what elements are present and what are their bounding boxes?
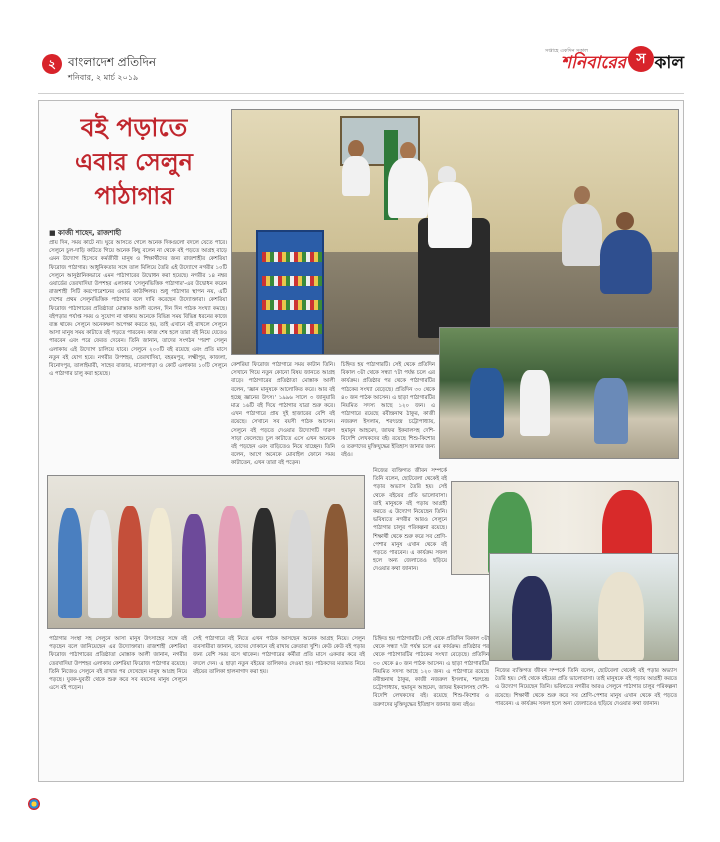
photo-person <box>182 514 206 618</box>
supplement-tagline: সপ্তাহে একদিন সকাল <box>545 48 588 54</box>
photo-person-head <box>616 212 634 230</box>
photo-book-row <box>262 252 322 262</box>
photo-person <box>520 370 550 436</box>
photo-person-body <box>600 230 652 294</box>
article-column-2: কেশরিয়া ফিরোজ পাঠাগারে সময় কাটান তিনি। সেখানে গিয়ে নতুন কোনো বিষয় জানতে আগ্রহ বাড়ে। পাঠাগারের প্রতিষ্ঠাতা মোস্তাক আলী বলেন, 'জ্ঞান মানুষকে আলোকিত করে। আর বই হচ্ছে জ্ঞানের উৎস।' ১৯৯৬ সালে ৩ জানুয়ারি মাত্র ১৬টি বই দিয়ে পাঠাগার যাত্রা শুরু করে। এখন পাঠাগারে প্রায় দুই হাজারের বেশি বই রয়েছে। সেখানে সব বয়সী পাঠক আসেন। সেলুনে বই পড়তে দেওয়ার উদ্যোগটি দারুণ সাড়া ফেলেছে। চুল কাটাতে এসে এখন অনেকে বই পড়ছেন এবং বাড়িতেও নিয়ে যাচ্ছেন। তিনি বলেন, আগে অনেকে মোবাইল ফোনে সময় কাটাতেন, এখন তারা বই পড়েন। <box>231 362 335 467</box>
photo-person-body <box>562 204 602 266</box>
page-number-badge: ২ <box>42 54 62 74</box>
supplement-logo-circle: স <box>628 46 654 72</box>
photo-person-body <box>388 158 428 218</box>
photo-person <box>598 572 644 661</box>
headline-line-1: বই পড়াতে <box>80 113 188 142</box>
photo-person-body <box>428 182 472 248</box>
article-column-3a: চিহ্নিত হয় পাঠাগারটি। সেই থেকে প্রতিদিন বিকাল ৩টা থেকে সন্ধ্যা ৭টা পর্যন্ত চলে এর কার্যক্রম। প্রতিষ্ঠার পর থেকে পাঠাগারটির পাঠকের সংখ্যা বেড়েছে। প্রতিদিন ৩০ থেকে ৪০ জন পাঠক আসেন। এ ছাড়া পাঠাগারটির নিয়মিত সদস্য আছে ১২০ জন। এ পাঠাগারে রয়েছে রবীন্দ্রনাথ ঠাকুর, কাজী নজরুল ইসলাম, শরৎচন্দ্র চট্টোপাধ্যায়, হুমায়ূন আহমেদ, জাফর ইকবালসহ দেশি-বিদেশি লেখকদের বই। রয়েছে শিশু-কিশোর ও তরুণদের মুক্তিযুদ্ধের ইতিহাস জানার জন্য বইও। <box>341 362 435 459</box>
article-column-1: প্রায় দিন, সময় কাটে না। ঘুরে আসতে গেলে অনেক দিকগুলো বদলে যেতে পারে। সেলুনে চুল-দাড়ি কাটতে গিয়ে অনেক কিছু বলেন না থেকে বই পড়তে আগ্রহ বাড়ে এমন উদ্যোগ হিসেবে কর্মজীবী মানুষ ও শিক্ষার্থীদের জন্য রাজশাহীর কেশরিয়া ফিরোজ পাঠাগার। আধুনিকতার সঙ্গে তাল মিলিয়ে তৈরি এই উদ্যোগে নগরীর ১০টি সেলুনে আনুষ্ঠানিকভাবে এমন পাঠাগারের উদ্বোধন করা হয়েছে। নগরীর ১৪ নম্বর ওয়ার্ডের তেরখাদিয়া উপশহর এলাকার 'সেলুনভিত্তিক পাঠাগার'-এর উদ্বোধন করেন রাজশাহী সিটি করপোরেশনের ওয়ার্ড কাউন্সিলর। শুধু পাঠাগার স্থাপন নয়, এটি দেশের প্রথম সেলুনভিত্তিক পাঠাগার বলে দাবি করেছেন উদ্যোক্তারা। কেশরিয়া ফিরোজ পাঠাগারের প্রতিষ্ঠাতা মোস্তাক আলী বলেন, দিন দিন পাঠক সংখ্যা কমছে। বইপড়ার পর্যাপ্ত সময় ও সুযোগ না থাকায় অনেকে বিভিন্ন সময় বিভিন্ন ধরনের কাজে ব্যস্ত থাকে। সেলুনে অনেকক্ষণ অপেক্ষা করতে হয়, তাই এখানে বই রাখলে সেলুনে আসা মানুষ সময় কাটাতে বই পড়তে পারবেন। কাজ শেষ হলে তারা বই নিয়ে যেতেও পারবেন এবং পরে ফেরত দেবেন। তিনি জানান, তাদের সংগঠন 'পরশ' সেলুন এলাকায় এই উদ্যোগ চালিয়ে যাবে। সেলুনে ২০০টি বই রয়েছে এবং প্রতি মাসে নতুন বই যোগ হবে। নগরীর উপশহর, তেরখাদিয়া, বহরমপুর, লক্ষ্মীপুর, কাজলা, বিনোদপুর, তালাইমারী, সাহেব বাজার, মালোপাড়া ও কোর্ট এলাকার ১০টি সেলুনে এ পাঠাগার চালু করা হয়েছে। <box>49 240 227 378</box>
photo-person <box>58 508 82 618</box>
photo-person <box>118 506 142 618</box>
article-column-3b: নিজের ব্যক্তিগত জীবন সম্পর্কে তিনি বলেন, ছোটবেলা থেকেই বই পড়ার অভ্যাস তৈরি হয়। সেই থেকে বইয়ের প্রতি ভালোবাসা। তাই মানুষকে বই পড়ায় আগ্রহী করতে এ উদ্যোগ নিয়েছেন তিনি। ভবিষ্যতে নগরীর আরও সেলুনে পাঠাগার চালুর পরিকল্পনা রয়েছে। শিক্ষার্থী থেকে শুরু করে সব শ্রেণি-পেশার মানুষ এখান থেকে বই পড়তে পারবেন। এ কার্যক্রম সফল হলে অন্য জেলাতেও ছড়িয়ে দেওয়ার কথা জানান। <box>373 468 447 573</box>
supplement-logo-right: কাল <box>654 53 684 73</box>
photo-person <box>470 368 504 438</box>
photo-person <box>252 508 276 618</box>
article-column-6: চিহ্নিত হয় পাঠাগারটি। সেই থেকে প্রতিদিন বিকাল ৩টা থেকে সন্ধ্যা ৭টা পর্যন্ত চলে এর কার্যক্রম। প্রতিষ্ঠার পর থেকে পাঠাগারটির পাঠকের সংখ্যা বেড়েছে। প্রতিদিন ৩০ থেকে ৪০ জন পাঠক আসেন। এ ছাড়া পাঠাগারটির নিয়মিত সদস্য আছে ১২০ জন। এ পাঠাগারে রয়েছে রবীন্দ্রনাথ ঠাকুর, কাজী নজরুল ইসলাম, শরৎচন্দ্র চট্টোপাধ্যায়, হুমায়ূন আহমেদ, জাফর ইকবালসহ দেশি-বিদেশি লেখকদের বই। রয়েছে শিশু-কিশোর ও তরুণদের মুক্তিযুদ্ধের ইতিহাস জানার জন্য বইও। <box>373 636 489 708</box>
photo-book-row <box>262 276 322 286</box>
publication-date: শনিবার, ২ মার্চ ২০১৯ <box>68 73 139 82</box>
photo-person-head <box>574 186 590 204</box>
byline: ■ কাজী শাহেদ, রাজশাহী <box>49 229 122 237</box>
photo-inauguration-group[interactable] <box>47 475 365 629</box>
photo-person <box>324 504 348 618</box>
photo-person-body <box>342 156 370 196</box>
publication-name: বাংলাদেশ প্রতিদিন <box>68 55 157 69</box>
photo-person <box>594 378 628 444</box>
article-column-5: সেই পাঠাগারে বই নিতে এখন পাঠক আসছেন অনেক আগ্রহ নিয়ে। সেলুন ব্যবসায়ীরা জানান, তাদের দোকানে বই রাখায় ক্রেতারা খুশি। কেউ কেউ বই পড়ার জন্য বেশি সময় বসে থাকেন। পাঠাগারের কর্মীরা প্রতি মাসে একবার করে বই বদলে দেন। এ ছাড়া নতুন বইয়ের তালিকাও দেওয়া হয়। পাঠকদের মতামত নিয়ে বইয়ের তালিকা হালনাগাদ করা হয়। <box>193 636 365 675</box>
photo-salon-library[interactable] <box>231 109 679 355</box>
article <box>38 100 684 782</box>
photo-book-gift[interactable] <box>489 553 679 661</box>
photo-person <box>512 576 552 661</box>
article-column-7: নিজের ব্যক্তিগত জীবন সম্পর্কে তিনি বলেন, ছোটবেলা থেকেই বই পড়ার অভ্যাস তৈরি হয়। সেই থেকে বইয়ের প্রতি ভালোবাসা। তাই মানুষকে বই পড়ায় আগ্রহী করতে এ উদ্যোগ নিয়েছেন তিনি। ভবিষ্যতে নগরীর আরও সেলুনে পাঠাগার চালুর পরিকল্পনা রয়েছে। শিক্ষার্থী থেকে শুরু করে সব শ্রেণি-পেশার মানুষ এখান থেকে বই পড়তে পারবেন। এ কার্যক্রম সফল হলে অন্য জেলাতেও ছড়িয়ে দেওয়ার কথা জানান। <box>495 668 677 707</box>
photo-person-head <box>438 166 456 182</box>
photo-person <box>218 506 242 618</box>
supplement-logo-left: শনিবারের <box>561 53 626 73</box>
page-header <box>38 44 684 94</box>
photo-person <box>148 508 172 618</box>
photo-book-row <box>262 300 322 310</box>
photo-bookshelf <box>256 230 324 355</box>
headline-line-3: পাঠাগার <box>94 181 174 210</box>
share-icon[interactable] <box>28 798 40 810</box>
photo-book-row <box>262 324 322 334</box>
article-column-4: পাঠাগার সংস্থা সহ সেলুনে আসা মানুষ উৎসাহের সঙ্গে বই পড়ছেন বলে জানিয়েছেন এর উদ্যোক্তারা। রাজশাহী কেশরিয়া ফিরোজ পাঠাগারের প্রতিষ্ঠাতা মোস্তাক আলী জানান, নগরীর তেরখাদিয়া উপশহর এলাকায় কেশরিয়া ফিরোজ পাঠাগার রয়েছে। তিনি নিজেও সেলুনে বই রাখার পর দেখেছেন মানুষ আগ্রহ নিয়ে পড়ছে। যুবক-যুবতী থেকে শুরু করে সব বয়সের মানুষ সেলুনে এসে বই পড়েন। <box>49 636 187 692</box>
photo-person <box>88 510 112 618</box>
photo-person <box>288 510 312 618</box>
photo-bookshop[interactable] <box>439 327 679 459</box>
headline-line-2: এবার সেলুন <box>75 147 193 176</box>
article-headline <box>45 111 223 213</box>
